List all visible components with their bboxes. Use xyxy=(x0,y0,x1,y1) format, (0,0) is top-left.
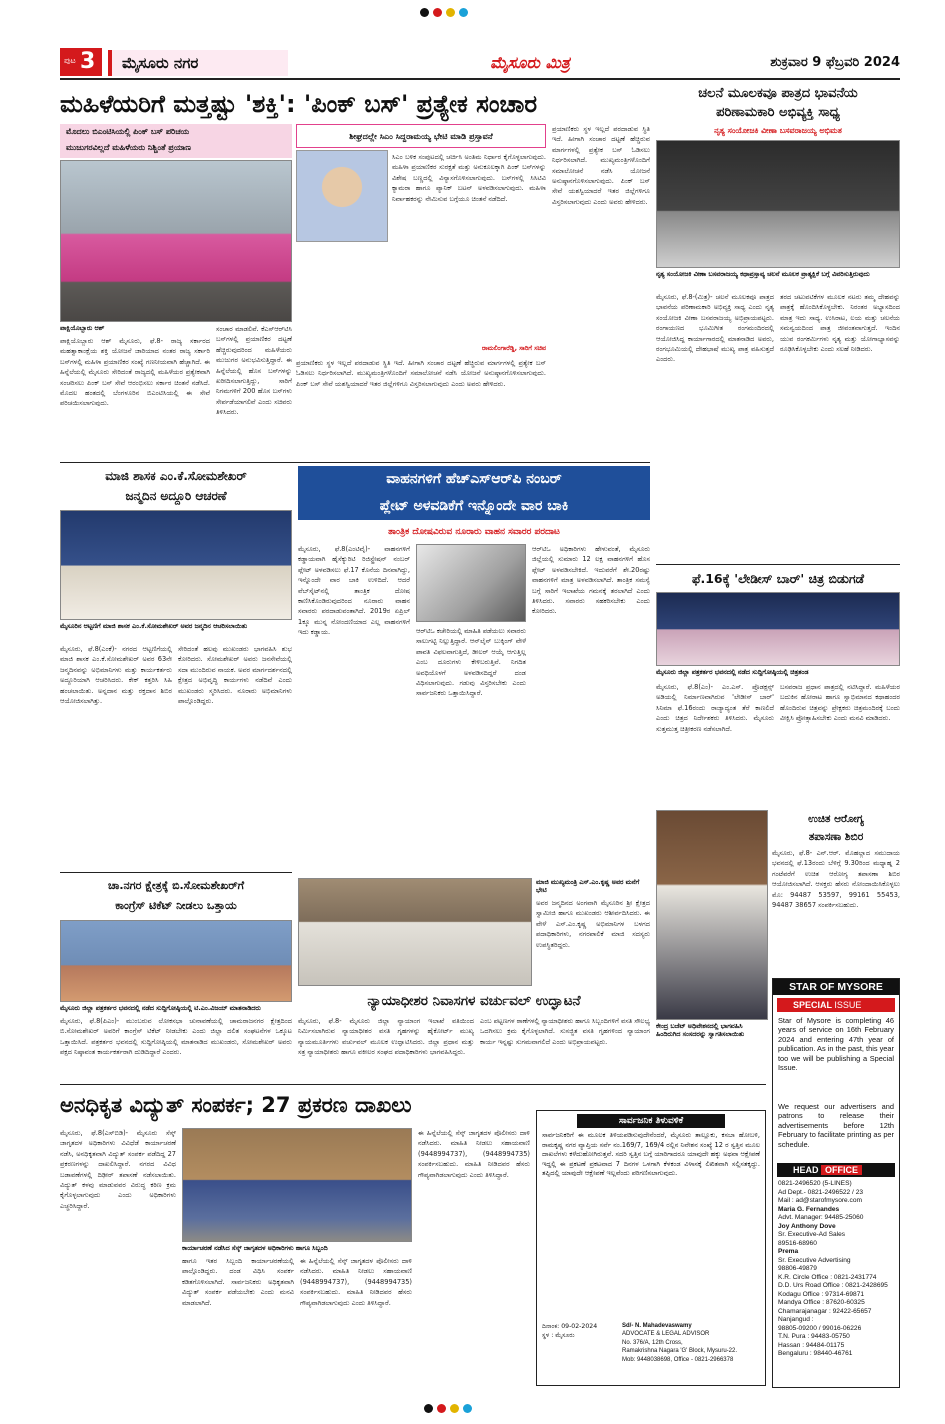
signature-line: No. 376/A, 12th Cross, xyxy=(622,1339,683,1346)
contact-line: Mail : ad@starofmysore.com xyxy=(778,1197,863,1204)
star-ad-contacts xyxy=(773,1179,899,1360)
dance-headline-2: ಪರಿಣಾಮಕಾರಿ ಅಭಿವ್ಯಕ್ತಿ ಸಾಧ್ಯ xyxy=(716,105,840,120)
pink-bus-bullets xyxy=(60,124,292,158)
court-headline: ನ್ಯಾಯಾಧೀಶರ ನಿವಾಸಗಳ ವರ್ಚುವಲ್ ಉದ್ಘಾಟನೆ xyxy=(367,993,581,1009)
court-photo xyxy=(298,878,532,986)
number-plate-photo xyxy=(416,544,526,622)
hsrp-col2: ಆರ್‌ಟಿಒ ಕಚೇರಿಯಲ್ಲಿ ಮಾಹಿತಿ ಪಡೆಯಲು ಸವಾರರು ಸಾಲುಗಟ್ಟಿ ನಿಲ್ಲುತ್ತಿದ್ದಾರೆ. ಆನ್‌ಲೈನ್ ಬುಕ್ಕಿಂಗ್ ವೇಳೆ ಪಾವತಿ ವಿಫಲವಾಗುತ್ತಿದೆ, ಡೀಲರ್ ಆಯ್ಕೆ ಆಗುತ್ತಿಲ್ಲ ಎಂಬ ದೂರುಗಳು ಕೇಳಿಬರುತ್ತಿವೆ. ನಿಗದಿತ ಅವಧಿಯೊಳಗೆ ಅಳವಡಿಸದಿದ್ದರೆ ದಂಡ ವಿಧಿಸಲಾಗುವುದು. ಗಡುವು ವಿಸ್ತರಿಸಬೇಕು ಎಂದು ಸಾರ್ವಜನಿಕರು ಒತ್ತಾಯಿಸಿದ್ದಾರೆ. xyxy=(416,627,526,698)
mp-photo-caption: ಕೇಂದ್ರ ಬಜೆಟ್ ಅಧಿವೇಶನದಲ್ಲಿ ಭಾಗವಹಿಸಿ ಹಿಂದಿರುಗಿದ ಸಂಸದರನ್ನು ಸ್ವಾಗತಿಸಲಾಯಿತು xyxy=(656,1022,745,1039)
notice-place: ಸ್ಥಳ : ಮೈಸೂರು xyxy=(542,1332,575,1339)
star-ad-body1: Star of Mysore is completing 46 years of service on 16th February 2024 and entering 47th year of publication. As in the past, this year too we will be publishing a Special Issue. xyxy=(778,1016,894,1073)
notice-footer xyxy=(537,1322,765,1364)
dance-col1: ಮೈಸೂರು, ಫೆ.8-(ಮಿತ್ರ)- ಚಲನೆ ಮೂಲಕವೂ ಪಾತ್ರದ ಭಾವನೆಯ ಪರಿಣಾಮಕಾರಿ ಅಭಿವ್ಯಕ್ತಿ ಸಾಧ್ಯ ಎಂದು ನೃತ್ಯ ಸಂಯೋಜಕಿ ವೀಣಾ ಬಸವರಾಜಯ್ಯ ಅಭಿಪ್ರಾಯಪಟ್ಟರು. ರಂಗಾಯಣದ ಭೂಮಿಗೀತ ರಂಗಮಂದಿರದಲ್ಲಿ ಆಯೋಜಿಸಿದ್ದ ಕಾರ್ಯಾಗಾರದಲ್ಲಿ ಮಾತನಾಡಿದ ಅವರು, ರಂಗಭೂಮಿಯಲ್ಲಿ ದೇಹಭಾಷೆ ಮುಖ್ಯ ಪಾತ್ರ ವಹಿಸುತ್ತದೆ ಎಂದರು. xyxy=(656,293,774,364)
registration-dots-top xyxy=(420,8,468,17)
pink-bus-col1: ಪಾಕ್ಷಿಯೊಬ್ಬಾರು ಆಶ್ ಮೈಸೂರು, ಫೆ.8- ರಾಜ್ಯ ಸರ್ಕಾರದ ಮಹತ್ವಾಕಾಂಕ್ಷೆಯ ಶಕ್ತಿ ಯೋಜನೆ ಜಾರಿಯಾದ ನಂತರ ರಾಜ್ಯ ಸರ್ಕಾರಿ ಬಸ್‌ಗಳಲ್ಲಿ ಮಹಿಳಾ ಪ್ರಯಾಣಿಕರ ಸಂಖ್ಯೆ ಗಣನೀಯವಾಗಿ ಹೆಚ್ಚಾಗಿದೆ. ಈ ಹಿನ್ನೆಲೆಯಲ್ಲಿ ಮೈಸೂರು ಸೇರಿದಂತೆ ರಾಜ್ಯದಲ್ಲಿ ಮಹಿಳೆಯರ ಪ್ರತ್ಯೇಕವಾಗಿ ಸಂಚರಿಸಲು ಪಿಂಕ್ ಬಸ್ ಸೇವೆ ಆರಂಭಿಸಲು ಸರ್ಕಾರ ಚಿಂತನೆ ನಡೆಸಿದೆ. ಮೊದಲ ಹಂತದಲ್ಲಿ ಬೆಂಗಳೂರಿನ ಬಿಎಂಟಿಸಿಯಲ್ಲಿ ಈ ಸೇವೆ ಪರಿಚಯಿಸಲಾಗುವುದು. xyxy=(60,337,210,408)
pink-bus-headline: ಮಹಿಳೆಯರಿಗೆ ಮತ್ತಷ್ಟು 'ಶಕ್ತಿ': 'ಪಿಂಕ್ ಬಸ್' ಪ್ರತ್ಯೇಕ ಸಂಚಾರ xyxy=(60,90,538,118)
paper-name: ಮೈಸೂರು ಮಿತ್ರ xyxy=(490,53,570,72)
birthday-headline-2: ಜನ್ಮದಿನ ಅದ್ದೂರಿ ಆಚರಣೆ xyxy=(125,489,227,503)
contact-line: D.D. Urs Road Office : 0821-2428695 xyxy=(778,1282,888,1289)
notice-title: ಸಾರ್ವಜನಿಕ ತಿಳುವಳಿಕೆ xyxy=(577,1114,725,1128)
power-col2: ಹಾಗೂ ಇತರ ಸಿಬ್ಬಂದಿ ಕಾರ್ಯಾಚರಣೆಯಲ್ಲಿ ಪಾಲ್ಗೊಂಡಿದ್ದರು. ದಂಡ ವಿಧಿಸಿ ಸಂಪರ್ಕ ಕಡಿತಗೊಳಿಸಲಾಗಿದೆ. ಸಾರ್ವಜನಿಕರು ಅಧಿಕೃತವಾಗಿ ವಿದ್ಯುತ್ ಸಂಪರ್ಕ ಪಡೆಯಬೇಕು ಎಂದು ಮನವಿ ಮಾಡಲಾಗಿದೆ. xyxy=(182,1257,294,1307)
ladies-bar-headline: ಫೆ.16ಕ್ಕೆ 'ಲೇಡೀಸ್ ಬಾರ್' ಚಿತ್ರ ಬಿಡುಗಡೆ xyxy=(691,571,865,586)
court-col2: ಎಂಬ ಪಟ್ಟಣಗಳ ಠಾಣೆಗಳಲ್ಲಿ ನ್ಯಾಯಾಧೀಶರು ಹಾಗೂ ಸಿಬ್ಬಂದಿಗಳಿಗೆ ವಸತಿ ಸೌಲಭ್ಯ ಒದಗಿಸಲು ಕ್ರಮ ಕೈಗೊಳ್ಳಲಾಗಿದೆ. ಸುಸಜ್ಜಿತ ವಸತಿ ಗೃಹಗಳಿಂದ ನ್ಯಾಯಾಂಗ ಕಾರ್ಯ ಇನ್ನಷ್ಟು ಸುಗಮವಾಗಲಿದೆ ಎಂದು ಅಭಿಪ್ರಾಯಪಟ್ಟರು. xyxy=(480,1017,650,1046)
ladies-bar-col1: ಮೈಸೂರು, ಫೆ.8(ಎಂ)- ಎಂ.ಎಸ್. ಪ್ರೊಡಕ್ಷನ್ಸ್ ಅಡಿಯಲ್ಲಿ ನಿರ್ಮಾಣವಾಗಿರುವ 'ಲೇಡೀಸ್ ಬಾರ್' ಸಿನಿಮಾ ಫೆ.16ರಂದು ರಾಜ್ಯಾದ್ಯಂತ ತೆರೆ ಕಾಣಲಿದೆ ಎಂದು ಚಿತ್ರದ ನಿರ್ದೇಶಕರು ತಿಳಿಸಿದರು. ಮೈಸೂರು ಸುತ್ತಮುತ್ತ ಚಿತ್ರೀಕರಣ ನಡೆಸಲಾಗಿದೆ. xyxy=(656,683,774,733)
contact-line: T.N. Pura : 94483-05750 xyxy=(778,1333,850,1340)
dance-headline-box xyxy=(656,84,900,122)
pink-bus-byline: ರಾಮಲಿಂಗಾರೆಡ್ಡಿ, ಸಾರಿಗೆ ಸಚಿವ xyxy=(481,344,546,352)
bullet-item: ಮೊದಲು ಬಿಎಂಟಿಸಿಯಲ್ಲಿ ಪಿಂಕ್ ಬಸ್ ಪರಿಚಯ xyxy=(66,127,190,136)
divider xyxy=(60,872,292,873)
power-headline: ಅನಧಿಕೃತ ವಿದ್ಯುತ್ ಸಂಪರ್ಕ; 27 ಪ್ರಕರಣ ದಾಖಲು xyxy=(60,1093,412,1117)
star-ad-special-band xyxy=(777,998,895,1012)
dance-photo-caption: ನೃತ್ಯ ಸಂಯೋಜಕಿ ವೀಣಾ ಬಸವರಾಜಯ್ಯ ಕಥಾಪ್ರಸ್ತಾವ್ಯ ಚಲನೆ ಮೂಲಕ ಪ್ರಾತ್ಯಕ್ಷಿಕೆ ಬಗ್ಗೆ ವಿವರಿಸುತ್ತಿರುವುದು xyxy=(656,270,870,278)
power-col1: ಮೈಸೂರು, ಫೆ.8(ಎಸ್‌ಬಿಡಿ)- ಮೈಸೂರು ಸೆಸ್ಕ್ ಜಾಗೃತದಳ ಅಧಿಕಾರಿಗಳು ವಿವಿಧೆಡೆ ಕಾರ್ಯಾಚರಣೆ ನಡೆಸಿ, ಅನಧಿಕೃತವಾಗಿ ವಿದ್ಯುತ್ ಸಂಪರ್ಕ ಪಡೆದಿದ್ದ 27 ಪ್ರಕರಣಗಳನ್ನು ದಾಖಲಿಸಿದ್ದಾರೆ. ನಗರದ ವಿವಿಧ ಬಡಾವಣೆಗಳಲ್ಲಿ ದಿಢೀರ್ ತಪಾಸಣೆ ನಡೆಸಲಾಯಿತು. ವಿದ್ಯುತ್ ಕಳವು ಮಾಡುವವರ ವಿರುದ್ಧ ಕಠಿಣ ಕ್ರಮ ಕೈಗೊಳ್ಳಲಾಗುವುದು ಎಂದು ಅಧಿಕಾರಿಗಳು ಎಚ್ಚರಿಸಿದ್ದಾರೆ. xyxy=(60,1129,176,1210)
pink-bus-photo xyxy=(60,160,292,322)
ticket-photo-caption: ಮೈಸೂರು ಜಿಲ್ಲಾ ಪತ್ರಕರ್ತರ ಭವನದಲ್ಲಿ ನಡೆದ ಸುದ್ದಿಗೋಷ್ಠಿಯಲ್ಲಿ ಟಿ.ಎಂ.ವಿಜಯ್ ಮಾತನಾಡಿದರು xyxy=(60,1004,261,1012)
contact-line: Chamarajanagar : 92422-65657 xyxy=(778,1307,872,1315)
notice-body: ಸಾರ್ವಜನಿಕರಿಗೆ ಈ ಮೂಲಕ ತಿಳಿಯಪಡಿಸುವುದೇನೆಂದರೆ, ಮೈಸೂರು ತಾಲ್ಲೂಕು, ಕಸಬಾ ಹೋಬಳಿ, ರಾಮಕೃಷ್ಣ ನಗರ ವ್ಯಾಪ್ತಿಯ ಸರ್ವೆ ನಂ.169/7, 169/4 ರಲ್ಲಿನ ನಿವೇಶನ ಸಂಖ್ಯೆ 12 ರ ಸ್ವತ್ತಿನ ಮೂಲ ದಾಖಲೆಗಳು ಕಳೆದುಹೋಗಿರುತ್ತವೆ. ಸದರಿ ಸ್ವತ್ತಿನ ಬಗ್ಗೆ ಯಾರಿಗಾದರೂ ಯಾವುದೇ ಹಕ್ಕು ಅಥವಾ ಆಕ್ಷೇಪಣೆ ಇದ್ದಲ್ಲಿ ಈ ಪ್ರಕಟಣೆ ಪ್ರಕಟವಾದ 7 ದಿನಗಳ ಒಳಗಾಗಿ ಕೆಳಕಂಡ ವಿಳಾಸಕ್ಕೆ ಲಿಖಿತವಾಗಿ ಸಲ್ಲಿಸತಕ್ಕದ್ದು. ತಪ್ಪಿದಲ್ಲಿ ಯಾವುದೇ ಆಕ್ಷೇಪಣೆ ಇಲ್ಲವೆಂದು ಪರಿಗಣಿಸಲಾಗುವುದು. xyxy=(542,1131,760,1178)
masthead xyxy=(0,0,945,78)
dance-headline-1: ಚಲನೆ ಮೂಲಕವೂ ಪಾತ್ರದ ಭಾವನೆಯ xyxy=(698,86,858,101)
ladies-bar-col2: ಬಸವರಾಜ ಪ್ರಧಾನ ಪಾತ್ರದಲ್ಲಿ ನಟಿಸಿದ್ದಾರೆ. ಮಹಿಳೆಯರ ಬದುಕಿನ ಹೋರಾಟ ಹಾಗೂ ಸ್ವಾಭಿಮಾನದ ಕಥಾಹಂದರ ಹೊಂದಿರುವ ಚಿತ್ರವನ್ನು ಪ್ರೇಕ್ಷಕರು ಚಿತ್ರಮಂದಿರಕ್ಕೆ ಬಂದು ವೀಕ್ಷಿಸಿ ಪ್ರೋತ್ಸಾಹಿಸಬೇಕು ಎಂದು ಮನವಿ ಮಾಡಿದರು. xyxy=(780,683,900,723)
contact-line: Sr. Executive Advertising xyxy=(778,1256,851,1264)
special-label: SPECIAL xyxy=(793,1000,832,1010)
divider xyxy=(60,1084,766,1085)
power-photo-caption: ಕಾರ್ಯಾಚರಣೆ ನಡೆಸಿದ ಸೆಸ್ಕ್ ಜಾಗೃತದಳ ಅಧಿಕಾರಿಗಳು ಹಾಗೂ ಸಿಬ್ಬಂದಿ xyxy=(182,1244,328,1252)
health-headline-2: ತಪಾಸಣಾ ಶಿಬಿರ xyxy=(808,831,864,843)
contact-line: Ad Dept.- 0821-2496522 / 23 xyxy=(778,1188,864,1196)
signature-line: Sd/- N. Mahadevaswamy xyxy=(622,1323,692,1329)
contact-line: Hassan : 94484-01175 xyxy=(778,1341,845,1349)
contact-line: Maria G. Fernandes xyxy=(778,1205,840,1213)
birthday-photo-caption: ಮೈಸೂರಿನ ಆಟ್ಟಣಿಗೆ ಮಾಜಿ ಶಾಸಕ ಎಂ.ಕೆ.ಸೋಮಶೇಖರ್ ಅವರ ಜನ್ಮದಿನ ಆಚರಿಸಲಾಯಿತು xyxy=(60,622,248,630)
ladies-bar-photo xyxy=(656,592,900,666)
pink-bus-subhead-box xyxy=(296,124,546,148)
contact-line: Kodagu Office : 97314-69871 xyxy=(778,1290,865,1298)
section-title: ಮೈಸೂರು ನಗರ xyxy=(108,50,288,76)
page-number: 3 xyxy=(80,49,96,74)
mp-photo xyxy=(656,810,768,1020)
contact-line: Mandya Office : 87620-60325 xyxy=(778,1299,865,1306)
pink-bus-col4: ಪ್ರಯಾಣಿಕರು ಸ್ಥಳ ಇಲ್ಲದೆ ಪರದಾಡುವ ಸ್ಥಿತಿ ಇದೆ. ಹೀಗಾಗಿ ಸಂಚಾರ ದಟ್ಟಣೆ ಹೆಚ್ಚಿರುವ ಮಾರ್ಗಗಳಲ್ಲಿ ಪ್ರತ್ಯೇಕ ಬಸ್ ಓಡಿಸಲು ನಿರ್ಧರಿಸಲಾಗಿದೆ. ಮುಖ್ಯಮಂತ್ರಿಗಳೊಂದಿಗೆ ಸಮಾಲೋಚನೆ ನಡೆಸಿ ಯೋಜನೆ ಅನುಷ್ಠಾನಗೊಳಿಸಲಾಗುವುದು. ಪಿಂಕ್ ಬಸ್ ಸೇವೆ ಯಶಸ್ವಿಯಾದರೆ ಇತರ ಜಿಲ್ಲೆಗಳಿಗೂ ವಿಸ್ತರಿಸಲಾಗುವುದು ಎಂದು ಅವರು ಹೇಳಿದರು. xyxy=(296,359,546,388)
birthday-col1: ಮೈಸೂರು, ಫೆ.8(ಎಂಕೆ)- ನಗರದ ಆಟ್ಟಣಿಗೆಯಲ್ಲಿ ಮಾಜಿ ಶಾಸಕ ಎಂ.ಕೆ.ಸೋಮಶೇಖರ್ ಅವರ 63ನೇ ಜನ್ಮದಿನವನ್ನು ಅಭಿಮಾನಿಗಳು ಮತ್ತು ಕಾರ್ಯಕರ್ತರು ಅದ್ದೂರಿಯಾಗಿ ಆಚರಿಸಿದರು. ಕೇಕ್ ಕತ್ತರಿಸಿ ಸಿಹಿ ಹಂಚಲಾಯಿತು. ಅನ್ನದಾನ ಮತ್ತು ರಕ್ತದಾನ ಶಿಬಿರ ಆಯೋಜಿಸಲಾಗಿತ್ತು. xyxy=(60,645,172,706)
page-label: ಪುಟ xyxy=(64,56,76,65)
pink-bus-col3: ಸಿಎಂ ಬಳಿಕ ಸಂಪುಟದಲ್ಲಿ ಚರ್ಚಿಸಿ ಅಂತಿಮ ನಿರ್ಧಾರ ಕೈಗೊಳ್ಳಲಾಗುವುದು. ಮಹಿಳಾ ಪ್ರಯಾಣಿಕರ ಸುರಕ್ಷತೆ ಮತ್ತು ಅನುಕೂಲಕ್ಕಾಗಿ ಪಿಂಕ್ ಬಸ್‌ಗಳನ್ನು ವಿಶೇಷ ಬಣ್ಣದಲ್ಲಿ ವಿನ್ಯಾಸಗೊಳಿಸಲಾಗುವುದು. ಬಸ್‌ಗಳಲ್ಲಿ ಸಿಸಿಟಿವಿ ಕ್ಯಾಮರಾ ಹಾಗೂ ಪ್ಯಾನಿಕ್ ಬಟನ್ ಅಳವಡಿಸಲಾಗುವುದು. ಮಹಿಳಾ ನಿರ್ವಾಹಕರನ್ನು ನೇಮಿಸುವ ಬಗ್ಗೆಯೂ ಚಿಂತನೆ ನಡೆದಿದೆ. xyxy=(392,153,546,203)
pink-bus-col5: ಪ್ರಯಾಣಿಕರು ಸ್ಥಳ ಇಲ್ಲದೆ ಪರದಾಡುವ ಸ್ಥಿತಿ ಇದೆ. ಹೀಗಾಗಿ ಸಂಚಾರ ದಟ್ಟಣೆ ಹೆಚ್ಚಿರುವ ಮಾರ್ಗಗಳಲ್ಲಿ ಪ್ರತ್ಯೇಕ ಬಸ್ ಓಡಿಸಲು ನಿರ್ಧರಿಸಲಾಗಿದೆ. ಮುಖ್ಯಮಂತ್ರಿಗಳೊಂದಿಗೆ ಸಮಾಲೋಚನೆ ನಡೆಸಿ ಯೋಜನೆ ಅನುಷ್ಠಾನಗೊಳಿಸಲಾಗುವುದು. ಪಿಂಕ್ ಬಸ್ ಸೇವೆ ಯಶಸ್ವಿಯಾದರೆ ಇತರ ಜಿಲ್ಲೆಗಳಿಗೂ ವಿಸ್ತರಿಸಲಾಗುವುದು ಎಂದು ಅವರು ಹೇಳಿದರು. xyxy=(552,125,650,206)
power-photo xyxy=(182,1128,412,1242)
birthday-col2: ಸೇರಿದಂತೆ ಹಲವು ಮುಖಂಡರು ಭಾಗವಹಿಸಿ ಶುಭ ಕೋರಿದರು. ಸೋಮಶೇಖರ್ ಅವರು ಜನಸೇವೆಯಲ್ಲಿ ಸದಾ ಮುಂದಿರುವ ನಾಯಕ. ಅವರ ಮಾರ್ಗದರ್ಶನದಲ್ಲಿ ಕ್ಷೇತ್ರದ ಅಭಿವೃದ್ಧಿ ಕಾರ್ಯಗಳು ನಡೆದಿವೆ ಎಂದು ಮುಖಂಡರು ಸ್ಮರಿಸಿದರು. ನೂರಾರು ಅಭಿಮಾನಿಗಳು ಪಾಲ್ಗೊಂಡಿದ್ದರು. xyxy=(178,645,292,706)
contact-line: 0821-2496520 (5-LINES) xyxy=(778,1180,852,1187)
masthead-rule xyxy=(60,78,900,80)
signature-line: Ramakrishna Nagara 'G' Block, Mysuru-22. xyxy=(622,1348,737,1355)
ticket-headline-box xyxy=(60,876,292,916)
issue-label: ISSUE xyxy=(834,1000,862,1010)
court-side-body: ಅವರ ಜನ್ಮದಿನದ ಅಂಗವಾಗಿ ಮೈಸೂರಿನ ಶ್ರೀ ಕ್ಷೇತ್ರದ ಸ್ವಾಮೀಜಿ ಹಾಗೂ ಮುಖಂಡರು ಆಶೀರ್ವದಿಸಿದರು. ಈ ವೇಳೆ ಎಸ್.ಎಂ.ಕೃಷ್ಣ ಅಭಿಮಾನಿಗಳ ಬಳಗದ ಪದಾಧಿಕಾರಿಗಳು, ನಗರಪಾಲಿಕೆ ಮಾಜಿ ಸದಸ್ಯರು ಉಪಸ್ಥಿತರಿದ್ದರು. xyxy=(536,899,650,949)
hsrp-headline-2: ಪ್ಲೇಟ್ ಅಳವಡಿಕೆಗೆ ಇನ್ನೊಂದೇ ವಾರ ಬಾಕಿ xyxy=(379,498,569,514)
power-col3: ಈ ಹಿನ್ನೆಲೆಯಲ್ಲಿ ಸೆಸ್ಕ್ ಜಾಗೃತದಳ ಪೊಲೀಸರು ದಾಳಿ ನಡೆಸಿದರು. ಮಾಹಿತಿ ನೀಡಲು ಸಹಾಯವಾಣಿ (9448994737), (9448994735) ಸಂಪರ್ಕಿಸಬಹುದು. ಮಾಹಿತಿ ನೀಡಿದವರ ಹೆಸರು ಗೌಪ್ಯವಾಗಿಡಲಾಗುವುದು ಎಂದು ತಿಳಿಸಿದ್ದಾರೆ. xyxy=(300,1257,412,1307)
ticket-body: ಮೈಸೂರು, ಫೆ.8(ಪಿಎಂ)- ಮುಂಬರುವ ಲೋಕಸಭಾ ಚುನಾವಣೆಯಲ್ಲಿ ಚಾಮರಾಜನಗರ ಕ್ಷೇತ್ರದಿಂದ ಬಿ.ಸೋಮಶೇಖರ್ ಅವರಿಗೆ ಕಾಂಗ್ರೆಸ್ ಟಿಕೆಟ್ ನೀಡಬೇಕು ಎಂದು ಜಿಲ್ಲಾ ದಲಿತ ಸಂಘಟನೆಗಳ ಒಕ್ಕೂಟ ಒತ್ತಾಯಿಸಿದೆ. ಪತ್ರಕರ್ತರ ಭವನದಲ್ಲಿ ಸುದ್ದಿಗೋಷ್ಠಿಯಲ್ಲಿ ಮಾತನಾಡಿದ ಮುಖಂಡರು, ಸೋಮಶೇಖರ್ ಅವರು ಪಕ್ಷದ ನಿಷ್ಠಾವಂತ ಕಾರ್ಯಕರ್ತರಾಗಿ ದುಡಿದಿದ್ದಾರೆ ಎಂದರು. xyxy=(60,1017,292,1057)
health-headline-box xyxy=(772,810,900,846)
court-col1: ಮೈಸೂರು, ಫೆ.8- ಮೈಸೂರು ಜಿಲ್ಲಾ ನ್ಯಾಯಾಂಗ ಇಲಾಖೆ ವತಿಯಿಂದ ನಿರ್ಮಿಸಲಾಗಿರುವ ನ್ಯಾಯಾಧೀಶರ ವಸತಿ ಗೃಹಗಳನ್ನು ಹೈಕೋರ್ಟ್ ಮುಖ್ಯ ನ್ಯಾಯಮೂರ್ತಿಗಳು ವರ್ಚುವಲ್ ಮೂಲಕ ಉದ್ಘಾಟಿಸಿದರು. ಜಿಲ್ಲಾ ಪ್ರಧಾನ ಮತ್ತು ಸತ್ರ ನ್ಯಾಯಾಧೀಶರು ಹಾಗೂ ವಕೀಲರ ಸಂಘದ ಪದಾಧಿಕಾರಿಗಳು ಭಾಗವಹಿಸಿದ್ದರು. xyxy=(298,1017,474,1057)
contact-line: K.R. Circle Office : 0821-2431774 xyxy=(778,1273,877,1281)
hsrp-col3: ಆರ್‌ಟಿಒ ಅಧಿಕಾರಿಗಳು ಹೇಳುವಂತೆ, ಮೈಸೂರು ಜಿಲ್ಲೆಯಲ್ಲಿ ಸುಮಾರು 12 ಲಕ್ಷ ವಾಹನಗಳಿಗೆ ಹೊಸ ಪ್ಲೇಟ್ ಅಳವಡಿಸಬೇಕಿದೆ. ಇದುವರೆಗೆ ಶೇ.20ರಷ್ಟು ವಾಹನಗಳಿಗೆ ಮಾತ್ರ ಅಳವಡಿಸಲಾಗಿದೆ. ತಾಂತ್ರಿಕ ಸಮಸ್ಯೆ ಬಗ್ಗೆ ಸಾರಿಗೆ ಇಲಾಖೆಯ ಗಮನಕ್ಕೆ ತರಲಾಗಿದೆ ಎಂದು ತಿಳಿಸಿದರು. ಸವಾರರು ಸಹಕರಿಸಬೇಕು ಎಂದು ಕೋರಿದರು. xyxy=(532,545,650,616)
divider xyxy=(656,564,900,565)
issue-date: ಶುಕ್ರವಾರ 9 ಫೆಬ್ರವರಿ 2024 xyxy=(770,55,900,70)
contact-line: Advt. Manager: 94485-25060 xyxy=(778,1214,864,1221)
head-label: HEAD xyxy=(793,1165,819,1175)
star-ad-head-office xyxy=(777,1163,895,1177)
hsrp-headline-1: ವಾಹನಗಳಿಗೆ ಹೆಚ್‌ಎಸ್‌ಆರ್‌ಪಿ ನಂಬರ್ xyxy=(386,471,562,487)
birthday-headline-1: ಮಾಜಿ ಶಾಸಕ ಎಂ.ಕೆ.ಸೋಮಶೇಖರ್ xyxy=(105,469,247,483)
contact-line: Sr. Executive-Ad Sales xyxy=(778,1231,846,1238)
registration-dots-bottom xyxy=(424,1404,472,1413)
contact-line: 98805-09200 / 99016-06226 xyxy=(778,1324,862,1332)
contact-line: Bengaluru : 98440-46761 xyxy=(778,1350,853,1357)
court-photo-caption: ಮಾಜಿ ಮುಖ್ಯಮಂತ್ರಿ ಎಸ್.ಎಂ.ಕೃಷ್ಣ ಅವರ ಮನೆಗೆ ಭೇಟಿ xyxy=(536,878,640,895)
pink-bus-photo-caption: ಪಾಕ್ಷಿಯೊಬ್ಬಾರು ಆಶ್ xyxy=(60,324,105,332)
star-ad-title: STAR OF MYSORE xyxy=(773,979,899,995)
hsrp-headline-band xyxy=(298,466,650,520)
minister-portrait xyxy=(296,150,388,242)
contact-line: Joy Anthony Dove xyxy=(778,1222,836,1230)
dance-col2: ತರದ ಚಟುವಟಿಕೆಗಳ ಮೂಲಕ ನಟರು ತಮ್ಮ ದೇಹವನ್ನು ಪಾತ್ರಕ್ಕೆ ಹೊಂದಿಸಿಕೊಳ್ಳಬೇಕು. ನಿರಂತರ ಅಭ್ಯಾಸದಿಂದ ಮಾತ್ರ ಇದು ಸಾಧ್ಯ. ಉಸಿರಾಟ, ಲಯ ಮತ್ತು ಚಲನೆಯ ಸಮನ್ವಯದಿಂದ ಪಾತ್ರ ಜೀವಂತವಾಗುತ್ತದೆ. ಇಂದಿನ ಯುವ ರಂಗಕರ್ಮಿಗಳು ನೃತ್ಯ ಮತ್ತು ಯೋಗಾಭ್ಯಾಸವನ್ನು ರೂಢಿಸಿಕೊಳ್ಳಬೇಕು ಎಂದು ಸಲಹೆ ನೀಡಿದರು. xyxy=(780,293,900,354)
notice-signature xyxy=(622,1322,760,1364)
pink-bus-col2: ಸಂಚಾರ ಮಾಡಲಿವೆ. ಕೆಎಸ್‌ಆರ್‌ಟಿಸಿ ಬಸ್‌ಗಳಲ್ಲಿ ಪ್ರಯಾಣಿಕರ ದಟ್ಟಣೆ ಹೆಚ್ಚಿರುವುದರಿಂದ ಮಹಿಳೆಯರು ಮುಜುಗರ ಅನುಭವಿಸುತ್ತಿದ್ದಾರೆ. ಈ ಹಿನ್ನೆಲೆಯಲ್ಲಿ ಹೊಸ ಬಸ್‌ಗಳನ್ನು ಖರೀದಿಸಲಾಗುತ್ತಿದ್ದು, ಸಾರಿಗೆ ನಿಗಮಗಳಿಗೆ 200 ಹೊಸ ಬಸ್‌ಗಳು ಸೇರ್ಪಡೆಯಾಗಲಿವೆ ಎಂದು ಸಚಿವರು ತಿಳಿಸಿದರು. xyxy=(216,325,292,417)
health-headline-1: ಉಚಿತ ಆರೋಗ್ಯ xyxy=(808,813,864,825)
office-label: OFFICE xyxy=(821,1165,862,1175)
star-ad-body2: We request our advertisers and patrons to release their advertisements before 12th February to facilitate printing as per schedule. xyxy=(778,1102,894,1149)
dance-subhead: ನೃತ್ಯ ಸಂಯೋಜಕಿ ವೀಣಾ ಬಸವರಾಜಯ್ಯ ಅಭಿಮತ xyxy=(714,126,842,135)
bullet-item: ಮುಜುಗರವಿಲ್ಲದೆ ಮಹಿಳೆಯರು ನಿಶ್ಚಿಂತೆ ಪ್ರಯಾಣ xyxy=(66,143,191,152)
star-ad xyxy=(772,978,900,1388)
birthday-photo xyxy=(60,510,292,620)
page-number-box xyxy=(60,48,102,76)
contact-line: 89516-68960 xyxy=(778,1239,817,1247)
ticket-headline-2: ಕಾಂಗ್ರೆಸ್ ಟಿಕೆಟ್ ನೀಡಲು ಒತ್ತಾಯ xyxy=(115,899,237,912)
contact-line: Prema xyxy=(778,1248,799,1255)
ticket-photo xyxy=(60,920,292,1002)
birthday-headline-box xyxy=(60,466,292,506)
hsrp-subhead: ತಾಂತ್ರಿಕ ದೋಷವಿರುವ ನೂರಾರು ವಾಹನ ಸವಾರರ ಪರದಾಟ xyxy=(388,527,560,537)
contact-line: 98806-49879 xyxy=(778,1265,817,1272)
health-body: ಮೈಸೂರು, ಫೆ.8- ಎನ್.ಆರ್. ಮೊಹಲ್ಲಾದ ಸಮುದಾಯ ಭವನದಲ್ಲಿ ಫೆ.13ರಂದು ಬೆಳಿಗ್ಗೆ 9.30ರಿಂದ ಮಧ್ಯಾಹ್ನ 2 ಗಂಟೆವರೆಗೆ ಉಚಿತ ಆರೋಗ್ಯ ತಪಾಸಣಾ ಶಿಬಿರ ಆಯೋಜಿಸಲಾಗಿದೆ. ಆಸಕ್ತರು ಹೆಸರು ನೋಂದಾಯಿಸಿಕೊಳ್ಳಲು ಮೊ: 94487 53597, 99161 55453, 94487 38657 ಸಂಪರ್ಕಿಸಬಹುದು. xyxy=(772,849,900,910)
dance-photo xyxy=(656,140,900,268)
hsrp-col1: ಮೈಸೂರು, ಫೆ.8(ಎಂಟಿವೈ)- ವಾಹನಗಳಿಗೆ ಕಡ್ಡಾಯವಾಗಿ ಹೈಸೆಕ್ಯುರಿಟಿ ರಿಜಿಸ್ಟ್ರೇಷನ್ ನಂಬರ್ ಪ್ಲೇಟ್ ಅಳವಡಿಸಲು ಫೆ.17 ಕೊನೆಯ ದಿನವಾಗಿದ್ದು, ಇನ್ನೊಂದೇ ವಾರ ಬಾಕಿ ಉಳಿದಿದೆ. ಆದರೆ ವೆಬ್‌ಸೈಟ್‌ನಲ್ಲಿ ತಾಂತ್ರಿಕ ದೋಷ ಕಾಣಿಸಿಕೊಂಡಿರುವುದರಿಂದ ನೂರಾರು ವಾಹನ ಸವಾರರು ಪರದಾಡುವಂತಾಗಿದೆ. 2019ರ ಏಪ್ರಿಲ್ 1ಕ್ಕೂ ಮುನ್ನ ನೋಂದಣಿಯಾದ ಎಲ್ಲ ವಾಹನಗಳಿಗೆ ಇದು ಕಡ್ಡಾಯ. xyxy=(298,545,410,637)
signature-line: ADVOCATE & LEGAL ADVISOR xyxy=(622,1331,710,1338)
public-notice xyxy=(536,1110,766,1386)
divider xyxy=(60,462,650,463)
ticket-headline-1: ಚಾ.ನಗರ ಕ್ಷೇತ್ರಕ್ಕೆ ಬಿ.ಸೋಮಶೇಖರ್‌ಗೆ xyxy=(107,879,245,892)
notice-date: ದಿನಾಂಕ: 09-02-2024 xyxy=(542,1323,598,1330)
signature-line: Mob: 9448038698, Office - 0821-2966378 xyxy=(622,1356,734,1363)
contact-line: Nanjangud : xyxy=(778,1316,814,1323)
power-col4: ಈ ಹಿನ್ನೆಲೆಯಲ್ಲಿ ಸೆಸ್ಕ್ ಜಾಗೃತದಳ ಪೊಲೀಸರು ದಾಳಿ ನಡೆಸಿದರು. ಮಾಹಿತಿ ನೀಡಲು ಸಹಾಯವಾಣಿ (9448994737), (9448994735) ಸಂಪರ್ಕಿಸಬಹುದು. ಮಾಹಿತಿ ನೀಡಿದವರ ಹೆಸರು ಗೌಪ್ಯವಾಗಿಡಲಾಗುವುದು ಎಂದು ತಿಳಿಸಿದ್ದಾರೆ. xyxy=(418,1129,530,1179)
ladies-bar-photo-caption: ಮೈಸೂರು ಜಿಲ್ಲಾ ಪತ್ರಕರ್ತರ ಭವನದಲ್ಲಿ ನಡೆದ ಸುದ್ದಿಗೋಷ್ಠಿಯಲ್ಲಿ ಚಿತ್ರತಂಡ xyxy=(656,668,809,676)
pink-bus-subhead: ಶೀಘ್ರದಲ್ಲೇ ಸಿಎಂ ಸಿದ್ದರಾಮಯ್ಯ ಭೇಟಿ ಮಾಡಿ ಪ್ರಸ್ತಾವನೆ xyxy=(349,131,493,141)
